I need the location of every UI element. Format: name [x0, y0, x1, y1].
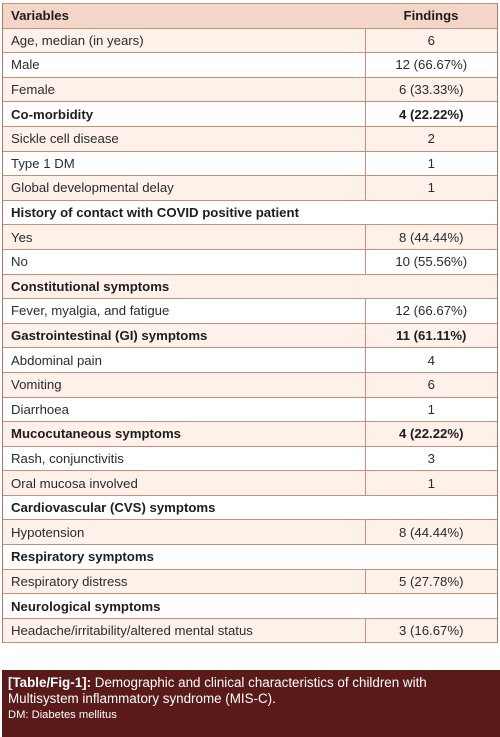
finding-cell: 10 (55.56%) — [365, 249, 497, 274]
finding-cell: 4 — [365, 348, 497, 373]
table-row — [3, 53, 497, 78]
finding-cell: 1 — [365, 151, 497, 176]
variable-cell: Sickle cell disease — [3, 126, 365, 151]
table-caption — [2, 670, 500, 737]
table-row — [3, 28, 497, 53]
variable-cell: Constitutional symptoms — [3, 274, 497, 299]
finding-cell: 12 (66.67%) — [365, 299, 497, 324]
table-row — [3, 495, 497, 520]
variable-cell: Hypotension — [3, 520, 365, 545]
table-body — [3, 28, 497, 643]
finding-cell: 11 (61.11%) — [365, 323, 497, 348]
finding-cell: 8 (44.44%) — [365, 225, 497, 250]
finding-cell: 3 — [365, 446, 497, 471]
table-row — [3, 176, 497, 201]
finding-cell: 4 (22.22%) — [365, 102, 497, 127]
caption-label: [Table/Fig-1]: — [8, 675, 92, 690]
variable-cell: Abdominal pain — [3, 348, 365, 373]
table-row — [3, 446, 497, 471]
finding-cell: 6 — [365, 28, 497, 53]
header-findings: Findings — [365, 4, 497, 29]
table-row — [3, 569, 497, 594]
table-row — [3, 594, 497, 619]
table-row — [3, 200, 497, 225]
table-row — [3, 618, 497, 643]
caption-note: DM: Diabetes mellitus — [8, 709, 117, 721]
variable-cell: Mucocutaneous symptoms — [3, 422, 365, 447]
variable-cell: Rash, conjunctivitis — [3, 446, 365, 471]
table-row — [3, 126, 497, 151]
table-row — [3, 422, 497, 447]
table-header-row — [3, 4, 497, 29]
variable-cell: No — [3, 249, 365, 274]
finding-cell: 6 (33.33%) — [365, 77, 497, 102]
finding-cell: 1 — [365, 471, 497, 496]
variable-cell: Fever, myalgia, and fatigue — [3, 299, 365, 324]
characteristics-table — [3, 3, 497, 643]
variable-cell: Neurological symptoms — [3, 594, 497, 619]
table-row — [3, 397, 497, 422]
variable-cell: Age, median (in years) — [3, 28, 365, 53]
variable-cell: Diarrhoea — [3, 397, 365, 422]
table-row — [3, 372, 497, 397]
finding-cell: 3 (16.67%) — [365, 618, 497, 643]
table-row — [3, 520, 497, 545]
table-row — [3, 299, 497, 324]
table-row — [3, 471, 497, 496]
finding-cell: 4 (22.22%) — [365, 422, 497, 447]
table-row — [3, 545, 497, 570]
variable-cell: Global developmental delay — [3, 176, 365, 201]
finding-cell: 2 — [365, 126, 497, 151]
variable-cell: Respiratory distress — [3, 569, 365, 594]
finding-cell: 8 (44.44%) — [365, 520, 497, 545]
caption-main — [8, 675, 494, 707]
caption-text: Demographic and clinical characteristics of children with Multisystem inflammatory syndrome (MIS-C). — [8, 675, 427, 706]
variable-cell: Type 1 DM — [3, 151, 365, 176]
variable-cell: Vomiting — [3, 372, 365, 397]
table-row — [3, 274, 497, 299]
table-container — [2, 3, 498, 643]
variable-cell: Gastrointestinal (GI) symptoms — [3, 323, 365, 348]
variable-cell: Respiratory symptoms — [3, 545, 497, 570]
variable-cell: Female — [3, 77, 365, 102]
table-row — [3, 323, 497, 348]
table-row — [3, 225, 497, 250]
table-row — [3, 77, 497, 102]
table-row — [3, 348, 497, 373]
table-row — [3, 151, 497, 176]
variable-cell: Headache/irritability/altered mental status — [3, 618, 365, 643]
finding-cell: 1 — [365, 397, 497, 422]
finding-cell: 1 — [365, 176, 497, 201]
variable-cell: Yes — [3, 225, 365, 250]
finding-cell: 6 — [365, 372, 497, 397]
table-row — [3, 249, 497, 274]
variable-cell: Co-morbidity — [3, 102, 365, 127]
variable-cell: History of contact with COVID positive patient — [3, 200, 497, 225]
table-row — [3, 102, 497, 127]
variable-cell: Cardiovascular (CVS) symptoms — [3, 495, 497, 520]
finding-cell: 5 (27.78%) — [365, 569, 497, 594]
variable-cell: Oral mucosa involved — [3, 471, 365, 496]
header-variables: Variables — [3, 4, 365, 29]
variable-cell: Male — [3, 53, 365, 78]
finding-cell: 12 (66.67%) — [365, 53, 497, 78]
